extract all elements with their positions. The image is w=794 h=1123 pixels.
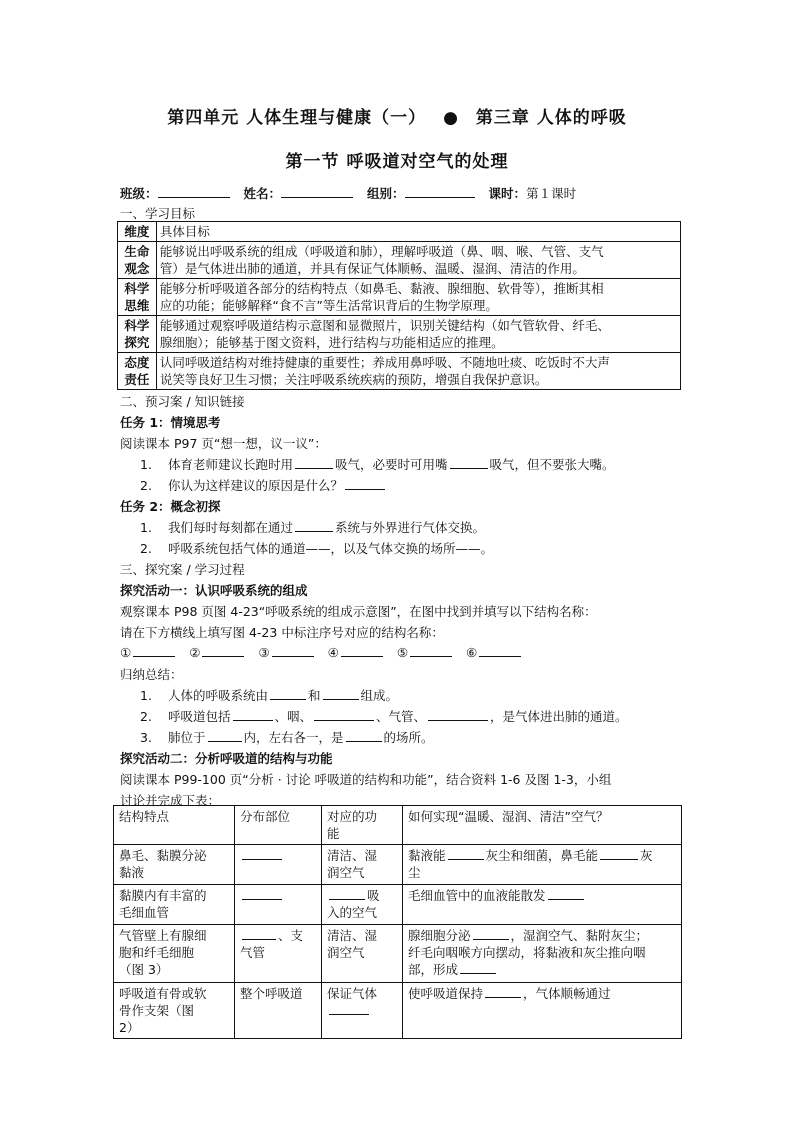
dimension-cell: 生命 观念: [118, 242, 157, 279]
question-4: 2. 呼吸系统包括气体的通道——，以及气体交换的场所——。: [140, 541, 494, 556]
header-how: 如何实现“温暖、湿润、清洁”空气？: [403, 806, 682, 845]
answer-blank[interactable]: [242, 927, 276, 940]
summary-1: 1. 人体的呼吸系统由 和 组成。: [140, 688, 399, 703]
answer-blank[interactable]: [329, 887, 365, 900]
goal-cell: 能够说出呼吸系统的组成（呼吸道和肺），理解呼吸道（鼻、咽、喉、气管、支气 管）是气体进出肺的通道，并具有保证气体顺畅、温暖、湿润、清洁的作用。: [156, 242, 680, 279]
read-instruction-2a: 阅读课本 P99-100 页“分析 · 讨论 呼吸道的结构和功能”，结合资料 1-6 及图 1-3，小组: [120, 772, 612, 787]
table-row: [114, 925, 682, 983]
name-label: 姓名：: [243, 186, 282, 201]
goal-cell: 能够分析呼吸道各部分的结构特点（如鼻毛、黏液、腺细胞、软骨等），推断其相 应的功能；能够解释“食不言”等生活常识背后的生物学原理。: [156, 279, 680, 316]
answer-blank[interactable]: [448, 847, 484, 860]
task2-heading: 任务 2：概念初探: [120, 499, 221, 514]
observe-instruction: 观察课本 P98 页图 4-23“呼吸系统的组成示意图”，在图中找到并填写以下结构名称：: [120, 604, 597, 619]
table-row: [114, 885, 682, 925]
structure-cell: 气管壁上有腺细 胞和纤毛细胞 （图 3）: [114, 925, 235, 983]
question-2: 2. 你认为这样建议的原因是什么？: [140, 476, 387, 494]
answer-blank[interactable]: [323, 687, 359, 700]
structure-function-table: [113, 805, 682, 1039]
answer-blank[interactable]: [410, 644, 452, 657]
period-label: 课时：: [488, 186, 527, 201]
how-cell: 黏液能 灰尘和细菌，鼻毛能 灰 尘: [403, 845, 682, 885]
function-cell: 清洁、湿 润空气: [322, 925, 403, 983]
answer-blank[interactable]: [473, 927, 509, 940]
answer-blank[interactable]: [600, 847, 638, 860]
header-dimension: 维度: [118, 222, 157, 242]
structure-cell: 鼻毛、黏膜分泌 黏液: [114, 845, 235, 885]
class-label: 班级：: [120, 186, 158, 201]
table-row: [114, 806, 682, 845]
how-cell: 毛细血管中的血液能散发: [403, 885, 682, 925]
goals-table: [117, 221, 681, 390]
function-cell: 清洁、湿 润空气: [322, 845, 403, 885]
answer-blank[interactable]: [450, 456, 488, 469]
group-label: 组别：: [367, 186, 405, 201]
title-bullet: ●: [443, 108, 459, 128]
location-cell: [235, 885, 322, 925]
answer-blank[interactable]: [272, 644, 314, 657]
period-value: 第１课时: [526, 186, 577, 201]
table-row: [118, 316, 681, 353]
answer-blank[interactable]: [346, 729, 382, 742]
header-location: 分布部位: [235, 806, 322, 845]
question-3: 1. 我们每时每刻都在通过 系统与外界进行气体交换。: [140, 520, 486, 535]
structure-blanks: ① ② ③ ④ ⑤ ⑥: [120, 644, 523, 660]
header-goal: 具体目标: [156, 222, 680, 242]
read-instruction-2b: 讨论并完成下表：: [120, 793, 221, 808]
table-row: [114, 845, 682, 885]
section-title: 第一节 呼吸道对空气的处理: [285, 152, 509, 172]
answer-blank[interactable]: [428, 708, 488, 721]
answer-blank[interactable]: [479, 644, 521, 657]
dimension-cell: 态度 责任: [118, 353, 157, 390]
activity1-heading: 探究活动一：认识呼吸系统的组成: [120, 583, 308, 598]
summary-heading: 归纳总结：: [120, 667, 183, 682]
answer-blank[interactable]: [314, 708, 374, 721]
answer-blank[interactable]: [295, 456, 333, 469]
answer-blank[interactable]: [460, 961, 496, 974]
preview-heading: 二、预习案 / 知识链接: [120, 394, 245, 409]
goal-cell: 能够通过观察呼吸道结构示意图和显微照片，识别关键结构（如气管软骨、纤毛、 腺细胞）；能够基于图文资料，进行结构与功能相适应的推理。: [156, 316, 680, 353]
header-structure: 结构特点: [114, 806, 235, 845]
structure-cell: 黏膜内有丰富的 毛细血管: [114, 885, 235, 925]
location-cell: 、支 气管: [235, 925, 322, 983]
student-info-row: [120, 184, 680, 202]
answer-blank[interactable]: [270, 687, 306, 700]
structure-cell: 呼吸道有骨或软 骨作支架（图 2）: [114, 983, 235, 1039]
answer-blank[interactable]: [329, 1002, 369, 1015]
answer-blank[interactable]: [548, 887, 584, 900]
answer-blank[interactable]: [242, 847, 282, 860]
answer-blank[interactable]: [133, 644, 175, 657]
answer-blank[interactable]: [233, 708, 273, 721]
answer-blank[interactable]: [242, 887, 282, 900]
location-cell: 整个呼吸道: [235, 983, 322, 1039]
answer-blank[interactable]: [485, 985, 521, 998]
unit-name: 第四单元 人体生理与健康（一）: [167, 108, 427, 128]
goals-heading: 一、学习目标: [120, 206, 196, 221]
goal-cell: 认同呼吸道结构对维持健康的重要性；养成用鼻呼吸、不随地吐痰、吃饭时不大声 说笑等良好卫生习惯；关注呼吸系统疾病的预防，增强自我保护意识。: [156, 353, 680, 390]
function-cell: 吸 入的空气: [322, 885, 403, 925]
summary-2: 2. 呼吸道包括 、咽、 、气管、 ，是气体进出肺的通道。: [140, 709, 628, 724]
read-instruction-1: 阅读课本 P97 页“想一想，议一议”：: [120, 436, 327, 451]
task1-heading: 任务 1：情境思考: [120, 415, 221, 430]
dimension-cell: 科学 思维: [118, 279, 157, 316]
name-field[interactable]: [281, 185, 353, 198]
question-1: 1. 体育老师建议长跑时用 吸气，必要时可用嘴 吸气，但不要张大嘴。: [140, 457, 615, 472]
table-row: [118, 353, 681, 390]
table-row: [118, 279, 681, 316]
explore-heading: 三、探究案 / 学习过程: [120, 562, 245, 577]
header-function: 对应的功 能: [322, 806, 403, 845]
chapter-name: 第三章 人体的呼吸: [475, 108, 627, 128]
activity2-heading: 探究活动二：分析呼吸道的结构与功能: [120, 751, 333, 766]
how-cell: 使呼吸道保持 ，气体顺畅通过: [403, 983, 682, 1039]
location-cell: [235, 845, 322, 885]
table-row: [118, 222, 681, 242]
class-field[interactable]: [158, 185, 230, 198]
answer-blank[interactable]: [208, 729, 242, 742]
answer-blank[interactable]: [202, 644, 244, 657]
function-cell: 保证气体: [322, 983, 403, 1039]
summary-3: 3. 肺位于 内，左右各一，是 的场所。: [140, 730, 434, 745]
group-field[interactable]: [405, 185, 475, 198]
table-row: [114, 983, 682, 1039]
answer-blank[interactable]: [345, 477, 385, 490]
unit-title: [0, 103, 794, 128]
answer-blank[interactable]: [295, 519, 333, 532]
fill-instruction: 请在下方横线上填写图 4-23 中标注序号对应的结构名称：: [120, 625, 444, 640]
how-cell: 腺细胞分泌 ，湿润空气、黏附灰尘； 纤毛向咽喉方向摆动，将黏液和灰尘推向咽 部，形成: [403, 925, 682, 983]
answer-blank[interactable]: [341, 644, 383, 657]
table-row: [118, 242, 681, 279]
dimension-cell: 科学 探究: [118, 316, 157, 353]
